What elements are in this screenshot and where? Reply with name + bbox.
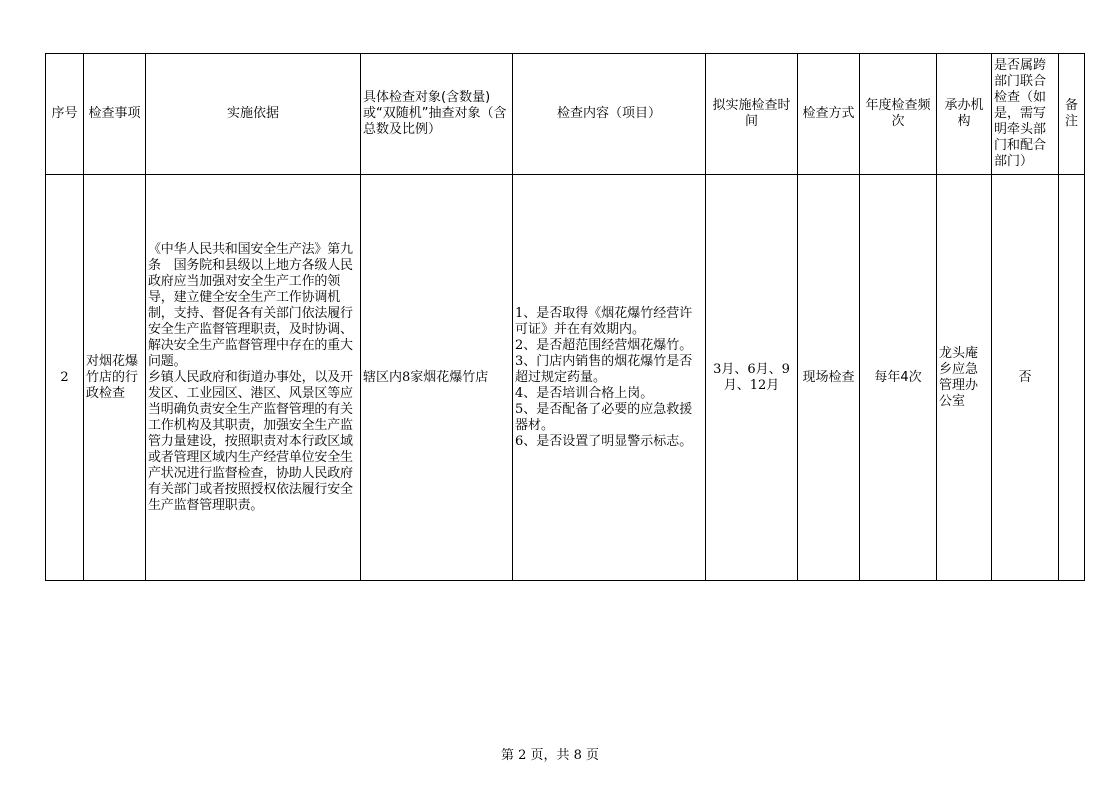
- header-content: 检查内容（项目）: [513, 54, 706, 175]
- cell-remark: [1059, 175, 1085, 581]
- header-time: 拟实施检查时间: [706, 54, 798, 175]
- cell-seq: 2: [46, 175, 84, 581]
- header-frequency: 年度检查频次: [860, 54, 937, 175]
- cell-agency: 龙头庵乡应急管理办公室: [937, 175, 992, 581]
- header-agency: 承办机构: [937, 54, 992, 175]
- header-basis: 实施依据: [146, 54, 361, 175]
- header-method: 检查方式: [798, 54, 860, 175]
- cell-target: 辖区内8家烟花爆竹店: [361, 175, 513, 581]
- cell-method: 现场检查: [798, 175, 860, 581]
- header-seq: 序号: [46, 54, 84, 175]
- header-item: 检查事项: [84, 54, 146, 175]
- inspection-table: [45, 53, 1085, 581]
- header-remark: 备注: [1059, 54, 1085, 175]
- cell-item: 对烟花爆竹店的行政检查: [84, 175, 146, 581]
- cell-content: 1、是否取得《烟花爆竹经营许可证》并在有效期内。 2、是否超范围经营烟花爆竹。 3、门店内销售的烟花爆竹是否超过规定药量。 4、是否培训合格上岗。 5、是否配备了必要的应急救援器材。 6、是否设置了明显警示标志。: [513, 175, 706, 581]
- page-footer: 第 2 页，共 8 页: [500, 748, 600, 763]
- header-joint: 是否属跨部门联合检查（如是，需写明牵头部门和配合部门）: [992, 54, 1059, 175]
- table-row: [46, 175, 1085, 581]
- header-row: [46, 54, 1085, 175]
- cell-frequency: 每年4次: [860, 175, 937, 581]
- header-target: 具体检查对象(含数量)或“双随机”抽查对象（含总数及比例）: [361, 54, 513, 175]
- cell-joint: 否: [992, 175, 1059, 581]
- cell-basis: 《中华人民共和国安全生产法》第九条 国务院和县级以上地方各级人民政府应当加强对安全生产工作的领导，建立健全安全生产工作协调机制，支持、督促各有关部门依法履行安全生产监督管理职责，及时协调、解决安全生产监督管理中存在的重大问题。 乡镇人民政府和街道办事处，以及开发区、工业园区、港区、风景区等应当明确负责安全生产监督管理的有关工作机构及其职责，加强安全生产监管力量建设，按照职责对本行政区域或者管理区域内生产经营单位安全生产状况进行监督检查，协助人民政府有关部门或者按照授权依法履行安全生产监督管理职责。: [146, 175, 361, 581]
- cell-time: 3月、6月、9月、12月: [706, 175, 798, 581]
